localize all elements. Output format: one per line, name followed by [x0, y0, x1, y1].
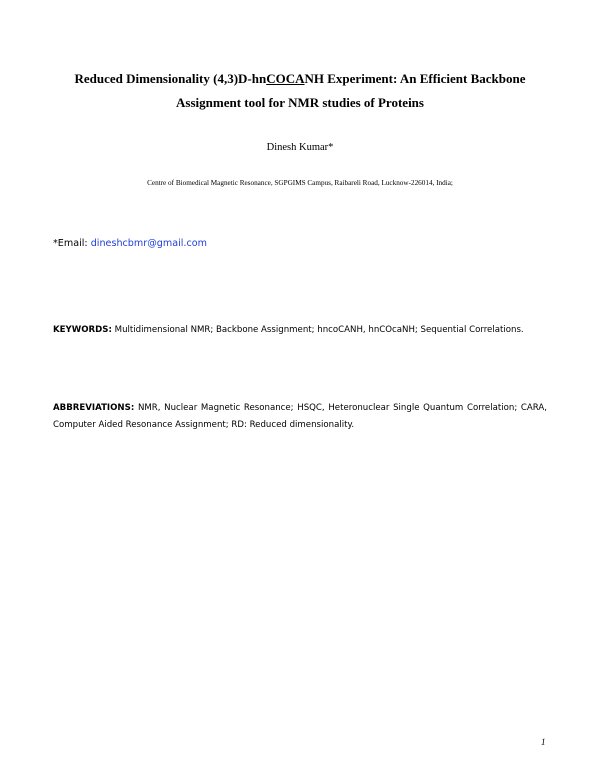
- corresponding-email: [53, 237, 207, 251]
- keywords-text: Multidimensional NMR; Backbone Assignment; hncoCANH, hnCOcaNH; Sequential Correlations.: [114, 325, 524, 335]
- title-part-1: Reduced Dimensionality (4,3)D-hn: [74, 71, 267, 86]
- author-affiliation: Centre of Biomedical Magnetic Resonance, SGPGIMS Campus, Raibareli Road, Lucknow-226014, India;: [147, 179, 453, 187]
- abbreviations-label: ABBREVIATIONS:: [53, 403, 135, 413]
- title-underlined: COCA: [266, 71, 305, 86]
- email-label: *Email:: [53, 238, 88, 249]
- keywords-label: KEYWORDS:: [53, 325, 112, 335]
- abbreviations-text: NMR, Nuclear Magnetic Resonance; HSQC, Heteronuclear Single Quantum Correlation; CARA, Computer Aided Resonance Assignment; RD: Reduced dimensionality.: [53, 403, 548, 430]
- abbreviations-paragraph: [53, 400, 547, 434]
- paper-title: [40, 67, 560, 115]
- page-number: 1: [541, 737, 546, 747]
- title-line-2: Assignment tool for NMR studies of Proteins: [176, 95, 424, 110]
- author-name: Dinesh Kumar*: [266, 142, 334, 153]
- email-link[interactable]: dineshcbmr@gmail.com: [90, 238, 207, 249]
- keywords-paragraph: [53, 322, 547, 339]
- title-part-2: NH Experiment: An Efficient Backbone: [304, 71, 526, 86]
